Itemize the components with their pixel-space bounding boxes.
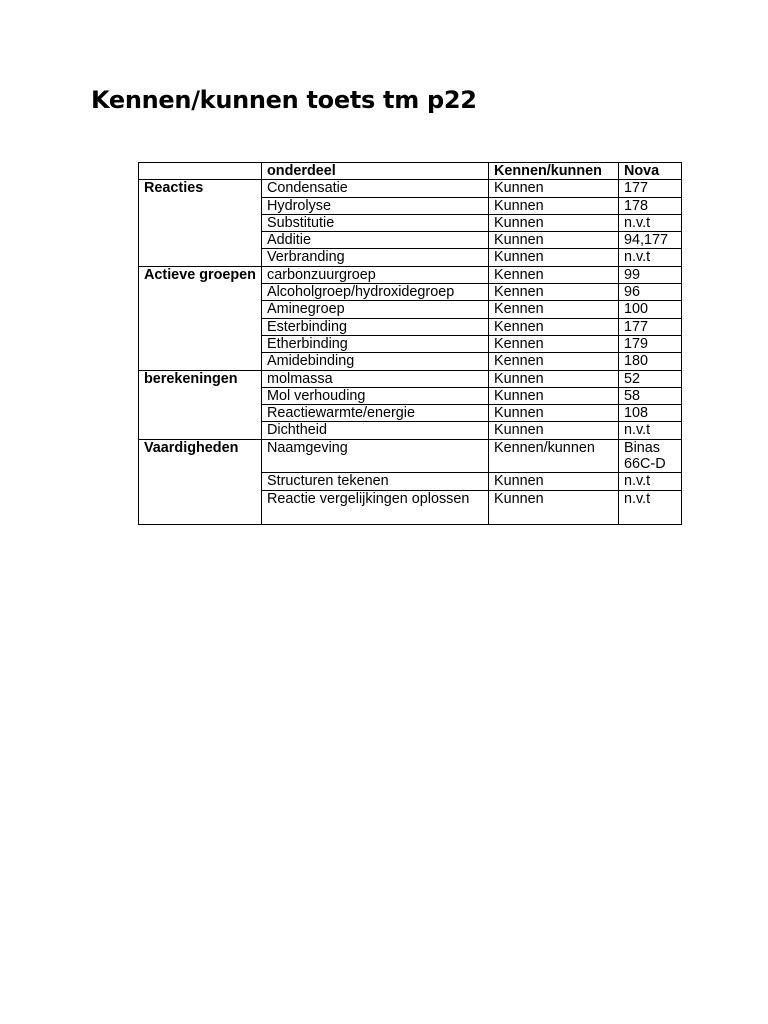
nova-cell: n.v.t [619, 490, 682, 524]
table-row [139, 180, 682, 197]
group-label-berekeningen: berekeningen [139, 370, 262, 439]
nova-cell: 99 [619, 266, 682, 283]
header-cell-onderdeel: onderdeel [262, 163, 489, 180]
onderdeel-cell: Mol verhouding [262, 387, 489, 404]
onderdeel-cell: Verbranding [262, 249, 489, 266]
kennen-kunnen-cell: Kennen [489, 353, 619, 370]
kennen-kunnen-cell: Kunnen [489, 490, 619, 524]
kennen-kunnen-cell: Kennen [489, 335, 619, 352]
header-cell-group [139, 163, 262, 180]
nova-cell: n.v.t [619, 249, 682, 266]
nova-cell: n.v.t [619, 214, 682, 231]
kennen-kunnen-cell: Kennen [489, 266, 619, 283]
kennen-kunnen-cell: Kunnen [489, 249, 619, 266]
onderdeel-cell: Alcoholgroep/hydroxidegroep [262, 284, 489, 301]
kennen-kunnen-cell: Kennen [489, 284, 619, 301]
group-label-vaardigheden: Vaardigheden [139, 439, 262, 524]
nova-cell: 94,177 [619, 232, 682, 249]
kennen-kunnen-cell: Kunnen [489, 473, 619, 490]
kennen-kunnen-cell: Kunnen [489, 214, 619, 231]
onderdeel-cell: Amidebinding [262, 353, 489, 370]
onderdeel-cell: Naamgeving [262, 439, 489, 473]
onderdeel-cell: Condensatie [262, 180, 489, 197]
table-row [139, 439, 682, 473]
nova-cell: 180 [619, 353, 682, 370]
kennen-kunnen-cell: Kunnen [489, 422, 619, 439]
nova-cell: 52 [619, 370, 682, 387]
kennen-kunnen-cell: Kunnen [489, 180, 619, 197]
nova-cell: 58 [619, 387, 682, 404]
nova-cell: Binas 66C-D [619, 439, 682, 473]
group-label-actieve-groepen: Actieve groepen [139, 266, 262, 370]
kennen-kunnen-cell: Kunnen [489, 370, 619, 387]
kennen-kunnen-cell: Kennen [489, 318, 619, 335]
kennen-kunnen-cell: Kunnen [489, 387, 619, 404]
kennen-kunnen-cell: Kennen [489, 301, 619, 318]
nova-cell: 179 [619, 335, 682, 352]
nova-cell: 177 [619, 180, 682, 197]
kennen-kunnen-cell: Kunnen [489, 197, 619, 214]
kennen-kunnen-cell: Kunnen [489, 405, 619, 422]
onderdeel-cell: Reactie vergelijkingen oplossen [262, 490, 489, 524]
document-title: Kennen/kunnen toets tm p22 [91, 86, 477, 114]
nova-cell: 96 [619, 284, 682, 301]
onderdeel-cell: Reactiewarmte/energie [262, 405, 489, 422]
onderdeel-cell: molmassa [262, 370, 489, 387]
kennen-kunnen-cell: Kennen/kunnen [489, 439, 619, 473]
nova-cell: 178 [619, 197, 682, 214]
onderdeel-cell: Dichtheid [262, 422, 489, 439]
kennen-kunnen-cell: Kunnen [489, 232, 619, 249]
table-row [139, 266, 682, 283]
onderdeel-cell: Hydrolyse [262, 197, 489, 214]
table-header-row [139, 163, 682, 180]
header-cell-nova: Nova [619, 163, 682, 180]
onderdeel-cell: Esterbinding [262, 318, 489, 335]
nova-cell: 177 [619, 318, 682, 335]
topics-table [138, 162, 682, 525]
onderdeel-cell: Additie [262, 232, 489, 249]
nova-cell: n.v.t [619, 422, 682, 439]
onderdeel-cell: carbonzuurgroep [262, 266, 489, 283]
group-label-reacties: Reacties [139, 180, 262, 266]
nova-cell: 100 [619, 301, 682, 318]
table-row [139, 370, 682, 387]
nova-cell: 108 [619, 405, 682, 422]
onderdeel-cell: Aminegroep [262, 301, 489, 318]
onderdeel-cell: Structuren tekenen [262, 473, 489, 490]
header-cell-kennen-kunnen: Kennen/kunnen [489, 163, 619, 180]
onderdeel-cell: Etherbinding [262, 335, 489, 352]
nova-cell: n.v.t [619, 473, 682, 490]
onderdeel-cell: Substitutie [262, 214, 489, 231]
